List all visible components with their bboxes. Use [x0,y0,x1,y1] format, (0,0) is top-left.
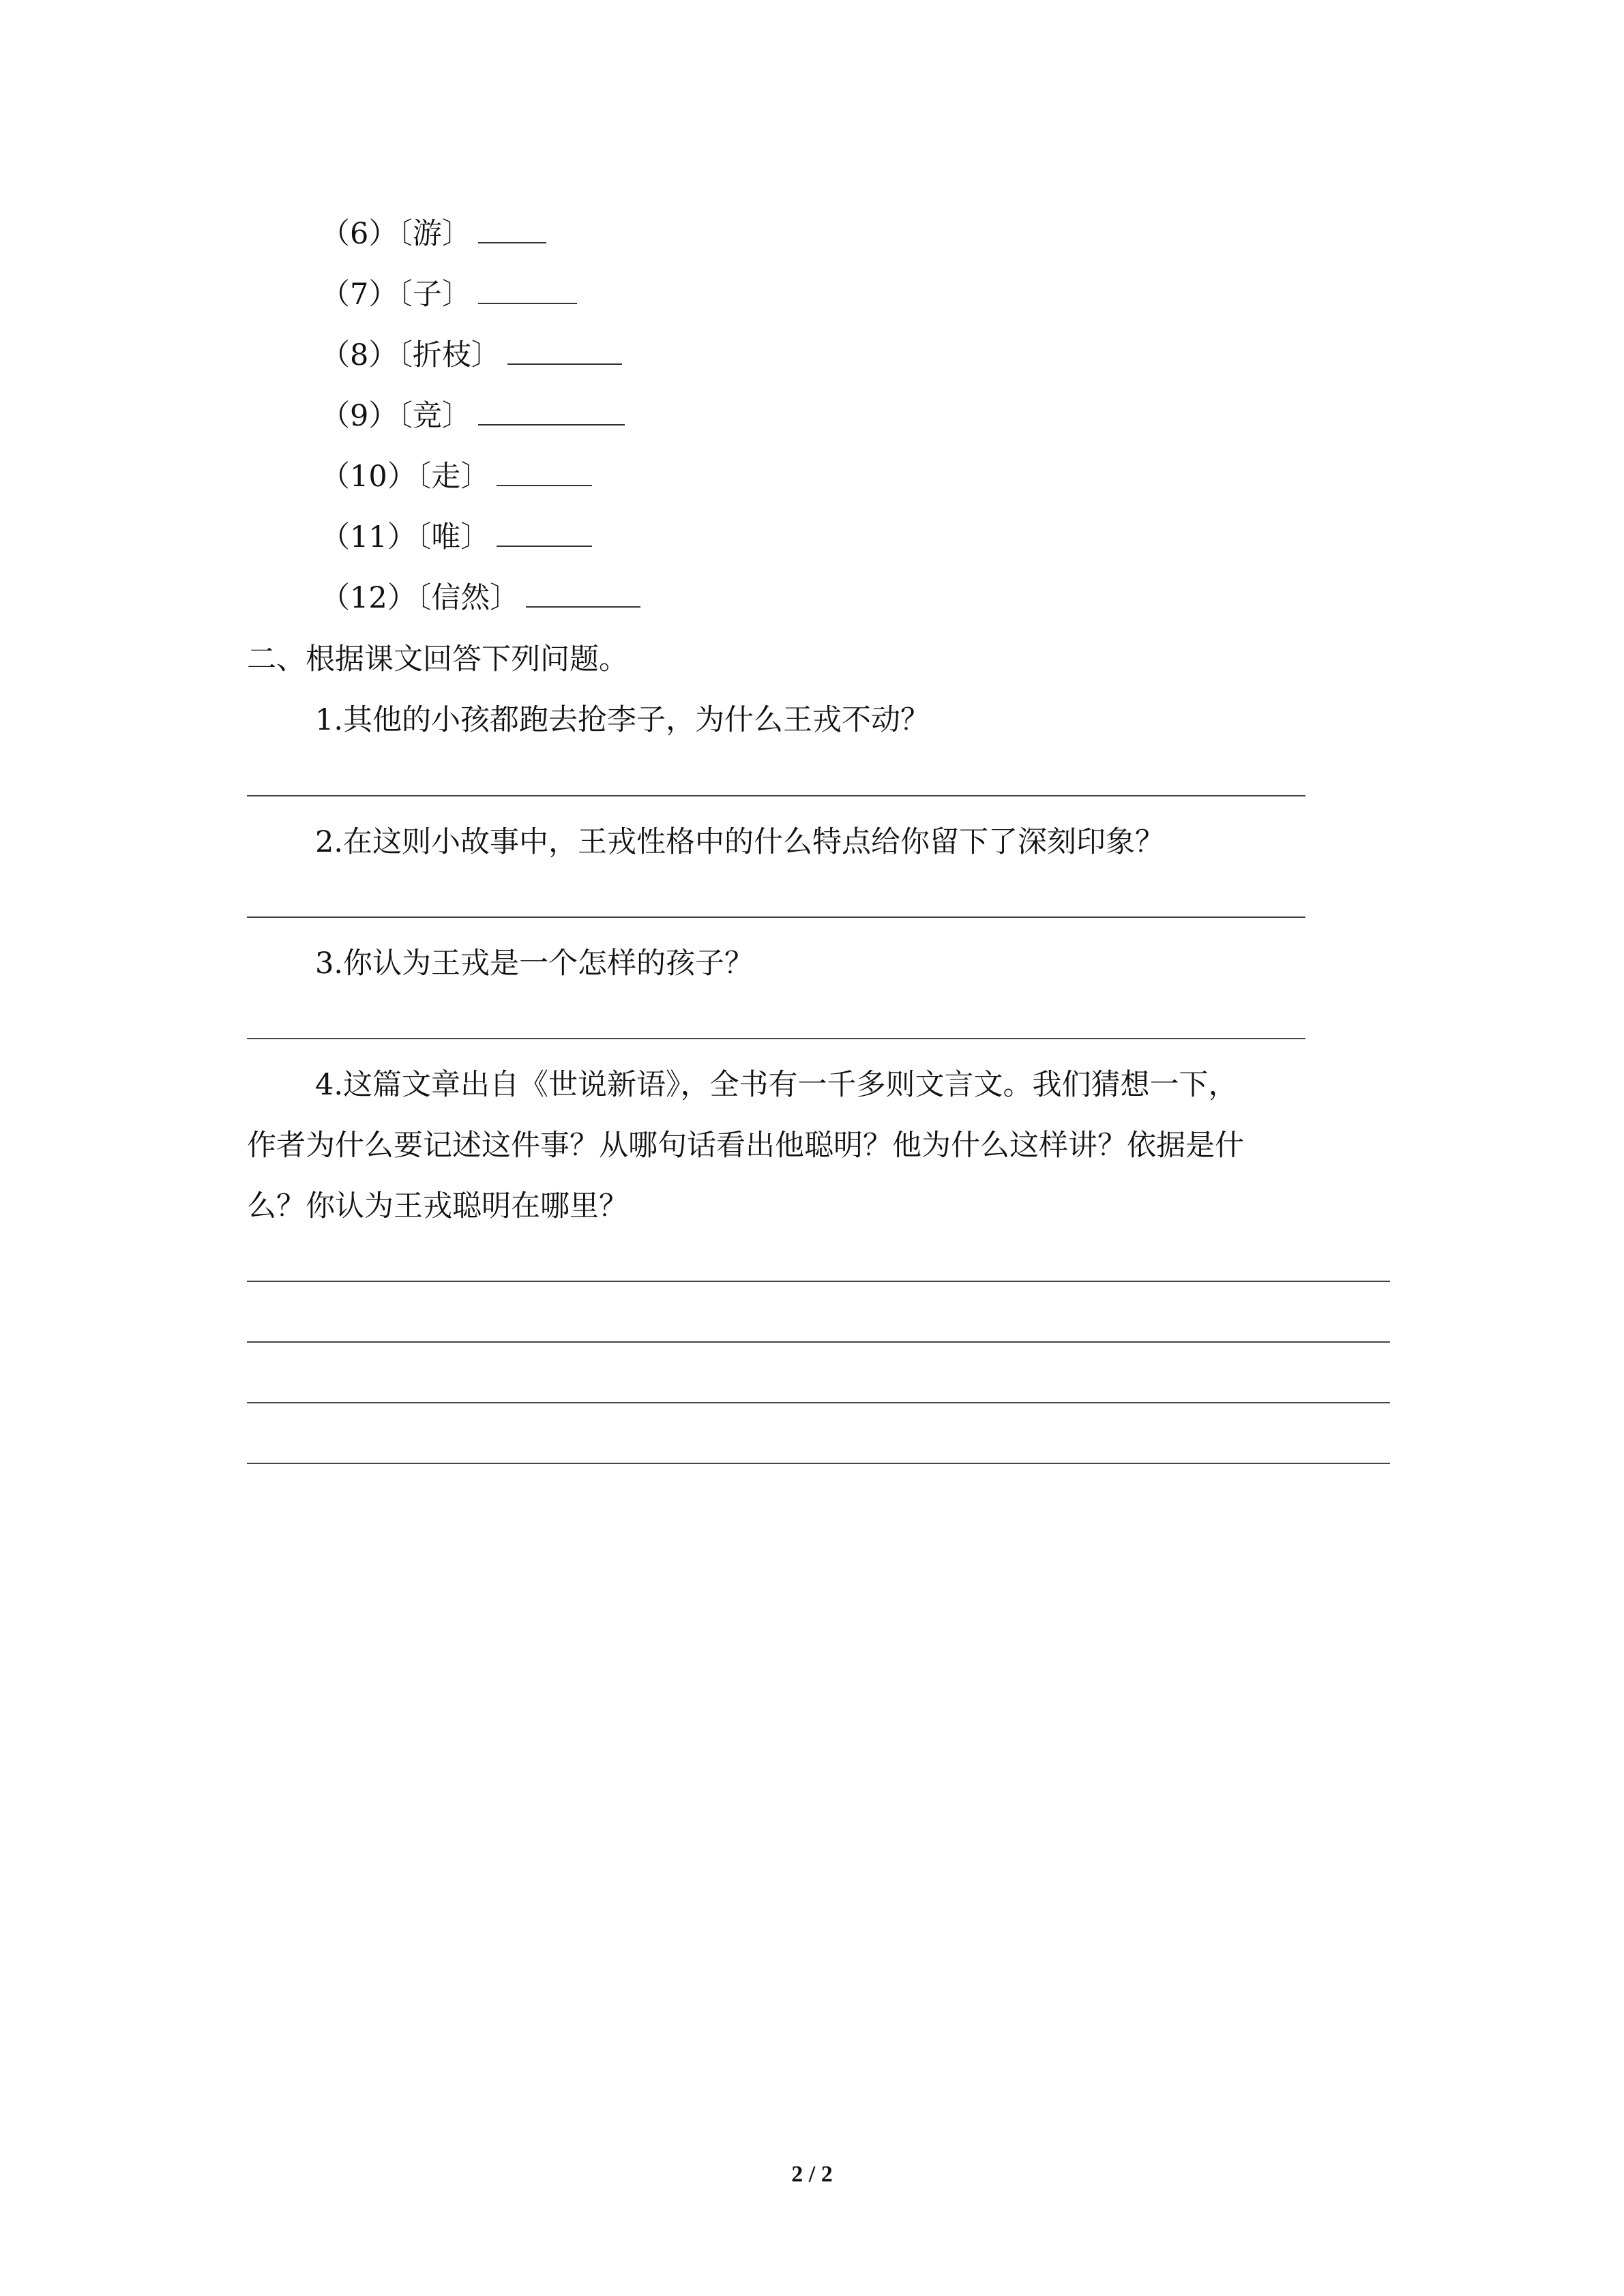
answer-blank[interactable] [507,336,622,365]
page-number: 2 / 2 [791,2162,833,2187]
question-4-line-1: 4.这篇文章出自《世说新语》，全书有一千多则文言文。我们猜想一下， [315,1068,1238,1102]
item-number: （10） [321,460,417,494]
question-3: 3.你认为王戎是一个怎样的孩子？ [315,946,754,981]
vocab-item-11 [321,517,592,558]
vocab-item-9 [321,396,625,436]
answer-blank[interactable] [478,397,625,426]
item-word: 〔折枝〕 [398,338,501,372]
item-number: （8） [321,338,398,372]
answer-line-q3[interactable] [247,1038,1305,1039]
item-number: （6） [321,217,398,251]
answer-blank[interactable] [497,518,592,547]
vocab-item-10 [321,456,592,497]
question-2: 2.在这则小故事中，王戎性格中的什么特点给你留下了深刻印象？ [315,825,1165,859]
item-word: 〔子〕 [398,278,471,312]
item-number: （11） [321,520,417,554]
answer-line-q4[interactable] [247,1341,1390,1343]
answer-blank[interactable] [497,458,592,486]
item-word: 〔信然〕 [416,581,520,615]
item-word: 〔游〕 [398,217,471,251]
answer-line-q4[interactable] [247,1281,1390,1282]
answer-line-q2[interactable] [247,916,1305,918]
question-4-line-3: 么？你认为王戎聪明在哪里？ [247,1189,628,1223]
answer-line-q4[interactable] [247,1402,1390,1403]
vocab-item-12 [321,578,640,618]
item-word: 〔唯〕 [416,520,490,554]
answer-blank[interactable] [526,579,640,608]
answer-blank[interactable] [478,275,577,304]
item-word: 〔走〕 [416,460,490,494]
item-number: （7） [321,278,398,312]
answer-blank[interactable] [478,215,546,243]
section-heading: 二、根据课文回答下列问题。 [247,642,628,676]
answer-line-q4[interactable] [247,1463,1390,1464]
answer-line-q1[interactable] [247,795,1305,796]
question-1: 1.其他的小孩都跑去抢李子，为什么王戎不动？ [315,703,930,737]
vocab-item-7 [321,274,577,315]
item-word: 〔竞〕 [398,399,471,433]
item-number: （9） [321,399,398,433]
item-number: （12） [321,581,417,615]
vocab-item-8 [321,335,622,376]
vocab-item-6 [321,213,546,254]
question-4-line-2: 作者为什么要记述这件事？从哪句话看出他聪明？他为什么这样讲？依据是什 [247,1129,1244,1163]
